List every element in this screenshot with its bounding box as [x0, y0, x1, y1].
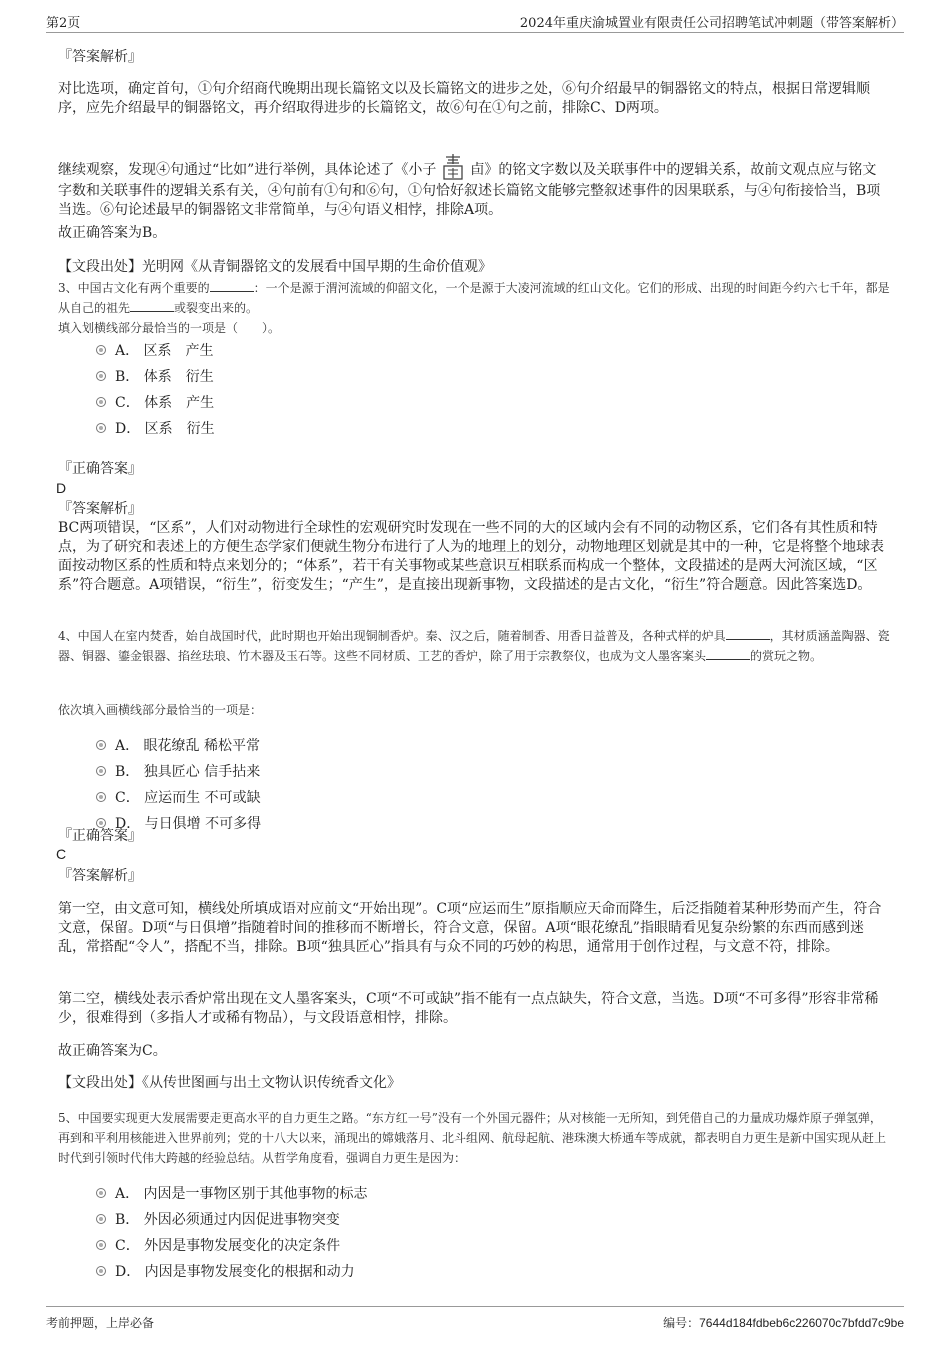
radio-icon[interactable]: [96, 740, 106, 750]
q5-option-c[interactable]: C． 外因是事物发展变化的决定条件: [96, 1237, 340, 1255]
q4-stem: 4、中国人在室内焚香，始自战国时代，此时期也开始出现铜制香炉。秦、汉之后，随着制香、用香日益普及，各种式样的炉具 ，其材质涵盖陶器、瓷器、铜器、鎏金银器、掐丝珐琅、竹木器及玉石等。这些不同材质、工艺的香炉，除了用于宗教祭仪，也成为文人墨客案头 的赏玩之物。: [58, 629, 890, 663]
q3-analysis: BC两项错误，“区系”，人们对动物进行全球性的宏观研究时发现在一些不同的大的区域内会有不同的动物区系，它们各有其性质和特点，为了研究和表述上的方便生态学家们便就生物分布进行了人为的地理上的划分，动物地理区划就是其中的一种，它是将整个地球表面按动物区系的性质和特点来划分的；“体系”，若干有关事物或某些意识互相联系而构成一个整体，文段描述的是两大河流区域，“区系”符合题意。A项错误，“衍生”，衍变发生；“产生”，是直接出现新事物，文段描述的是古文化，“衍生”符合题意。因此答案选D。: [58, 520, 884, 593]
page-footer: [46, 1306, 904, 1331]
bronze-inscription-glyph-icon: [438, 152, 468, 182]
q5-option-b[interactable]: B． 外因必须通过内因促进事物突变: [96, 1211, 340, 1229]
q3-option-b[interactable]: B． 体系 衍生: [96, 368, 214, 386]
footer-slogan: 考前押题，上岸必备: [46, 1316, 155, 1330]
page-header: [46, 10, 904, 33]
radio-icon[interactable]: [96, 1188, 106, 1198]
q4-option-a[interactable]: A． 眼花缭乱 稀松平常: [96, 737, 260, 755]
radio-icon[interactable]: [96, 766, 106, 776]
q4-option-b[interactable]: B． 独具匠心 信手拈来: [96, 763, 260, 781]
fill-blank: [210, 279, 254, 292]
q4-conclusion: 故正确答案为C。: [58, 1043, 167, 1059]
q5-stem: 5、中国要实现更大发展需要走更高水平的自力更生之路。“东方红一号”没有一个外国元器件；从对核能一无所知，到凭借自己的力量成功爆炸原子弹氢弹，再到和平利用核能进入世界前列；党的十八大以来，涌现出的嫦娥落月、北斗组网、航母起航、港珠澳大桥通车等成就，都表明自力更生是新中国实现从赶上时代到引领时代伟大跨越的经验总结。从哲学角度看，强调自力更生是因为：: [58, 1111, 887, 1165]
fill-blank: [706, 647, 750, 660]
document-id: 编号：7644d184fdbeb6c226070c7bfdd7c9be: [663, 1316, 904, 1330]
q4-source: 【文段出处】《从传世图画与出土文物认识传统香文化》: [58, 1075, 401, 1091]
q4-analysis-p2: 第二空，横线处表示香炉常出现在文人墨客案头，C项“不可或缺”指不能有一点点缺失，符合文意，当选。D项“不可多得”形容非常稀少，很难得到（多指人才或稀有物品），与文段语意相悖，排除。: [58, 991, 879, 1026]
document-title: 2024年重庆渝城置业有限责任公司招聘笔试冲刺题（带答案解析）: [519, 16, 904, 31]
q4-option-c[interactable]: C． 应运而生 不可或缺: [96, 789, 261, 807]
q3-option-a[interactable]: A． 区系 产生: [96, 342, 214, 360]
q5-option-a[interactable]: A． 内因是一事物区别于其他事物的标志: [96, 1185, 368, 1203]
q2-conclusion: 故正确答案为B。: [58, 225, 167, 241]
page-number: 第2页: [46, 16, 81, 31]
q3-stem: 3、中国古文化有两个重要的 ：一个是源于渭河流域的仰韶文化，一个是源于大凌河流域的红山文化。它们的形成、出现的时间距今约六七千年，都是从自己的祖先 或裂变出来的。: [58, 281, 890, 315]
radio-icon[interactable]: [96, 345, 106, 355]
radio-icon[interactable]: [96, 397, 106, 407]
q2-source: 【文段出处】光明网《从青铜器铭文的发展看中国早期的生命价值观》: [58, 259, 492, 275]
q2-analysis-p1: 对比选项，确定首句，①句介绍商代晚期出现长篇铭文以及长篇铭文的进步之处，⑥句介绍最早的铜器铭文的特点，根据日常逻辑顺序，应先介绍最早的铜器铭文，再介绍取得进步的长篇铭文，故⑥句在①句之前，排除C、D两项。: [58, 81, 870, 116]
radio-icon[interactable]: [96, 1266, 106, 1276]
radio-icon[interactable]: [96, 1214, 106, 1224]
q4-answer: C: [56, 846, 67, 862]
q4-analysis-title: 『答案解析』: [58, 868, 142, 884]
radio-icon[interactable]: [96, 371, 106, 381]
q4-option-d[interactable]: D． 与日俱增 不可多得: [96, 815, 261, 833]
q3-prompt: 填入划横线部分最恰当的一项是（ ）。: [58, 321, 281, 335]
radio-icon[interactable]: [96, 792, 106, 802]
q3-option-c[interactable]: C． 体系 产生: [96, 394, 214, 412]
q4-correct-title: 『正确答案』: [58, 828, 142, 844]
q3-answer: D: [56, 480, 67, 496]
radio-icon[interactable]: [96, 1240, 106, 1250]
q4-analysis-p1: 第一空，由文意可知，横线处所填成语对应前文“开始出现”。C项“应运而生”原指顺应天命而降生，后泛指随着某种形势而产生，符合文意，保留。D项“与日俱增”指随着时间的推移而不断增长，符合文意，保留。A项“眼花缭乱”指眼睛看见复杂纷繁的东西而感到迷乱，常搭配“令人”，搭配不当，排除。B项“独具匠心”指具有与众不同的巧妙的构思，通常用于创作过程，与文意不符，排除。: [58, 901, 882, 955]
q3-analysis-title: 『答案解析』: [58, 501, 142, 517]
q2-analysis-title: 『答案解析』: [58, 49, 142, 65]
fill-blank: [726, 627, 770, 640]
q3-correct-title: 『正确答案』: [58, 461, 142, 477]
radio-icon[interactable]: [96, 423, 106, 433]
q5-option-d[interactable]: D． 内因是事物发展变化的根据和动力: [96, 1263, 355, 1281]
q4-prompt: 依次填入画横线部分最恰当的一项是：: [58, 703, 263, 717]
fill-blank: [130, 299, 174, 312]
q2-analysis-p2: 继续观察，发现④句通过“比如”进行举例，具体论述了《小子 卣》的铭文字数以及关联事件中的逻辑关系，故前文观点应与铭文字数和关联事件的逻辑关系有关，④句前有①句和⑥句，①句恰好叙述长篇铭文能够完整叙述事件的因果联系，与④句衔接恰当，B项当选。⑥句论述最早的铜器铭文非常简单，与④句语义相悖，排除A项。: [58, 152, 888, 220]
q3-option-d[interactable]: D． 区系 衍生: [96, 420, 215, 438]
